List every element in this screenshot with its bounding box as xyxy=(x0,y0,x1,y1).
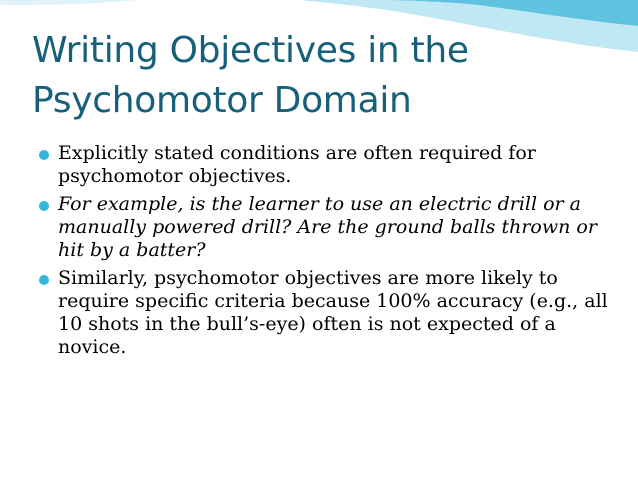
bullet-list xyxy=(38,142,608,364)
bullet-text: For example, is the learner to use an electric drill or a manually powered drill? Are the ground balls thrown or hit by a batter? xyxy=(58,193,597,261)
bullet-text: Similarly, psychomotor objectives are more likely to require specific criteria because 100% accuracy (e.g., all 10 shots in the bull’s-eye) often is not expected of a novice. xyxy=(58,267,608,358)
bullet-item xyxy=(38,193,608,262)
bullet-dot-icon xyxy=(39,201,49,211)
bullet-dot-icon xyxy=(39,150,49,160)
bullet-item xyxy=(38,142,608,188)
bullet-item xyxy=(38,267,608,359)
slide-title: Writing Objectives in the Psychomotor Domain xyxy=(32,30,469,121)
bullet-dot-icon xyxy=(39,275,49,285)
bullet-text: Explicitly stated conditions are often required for psychomotor objectives. xyxy=(58,142,536,187)
